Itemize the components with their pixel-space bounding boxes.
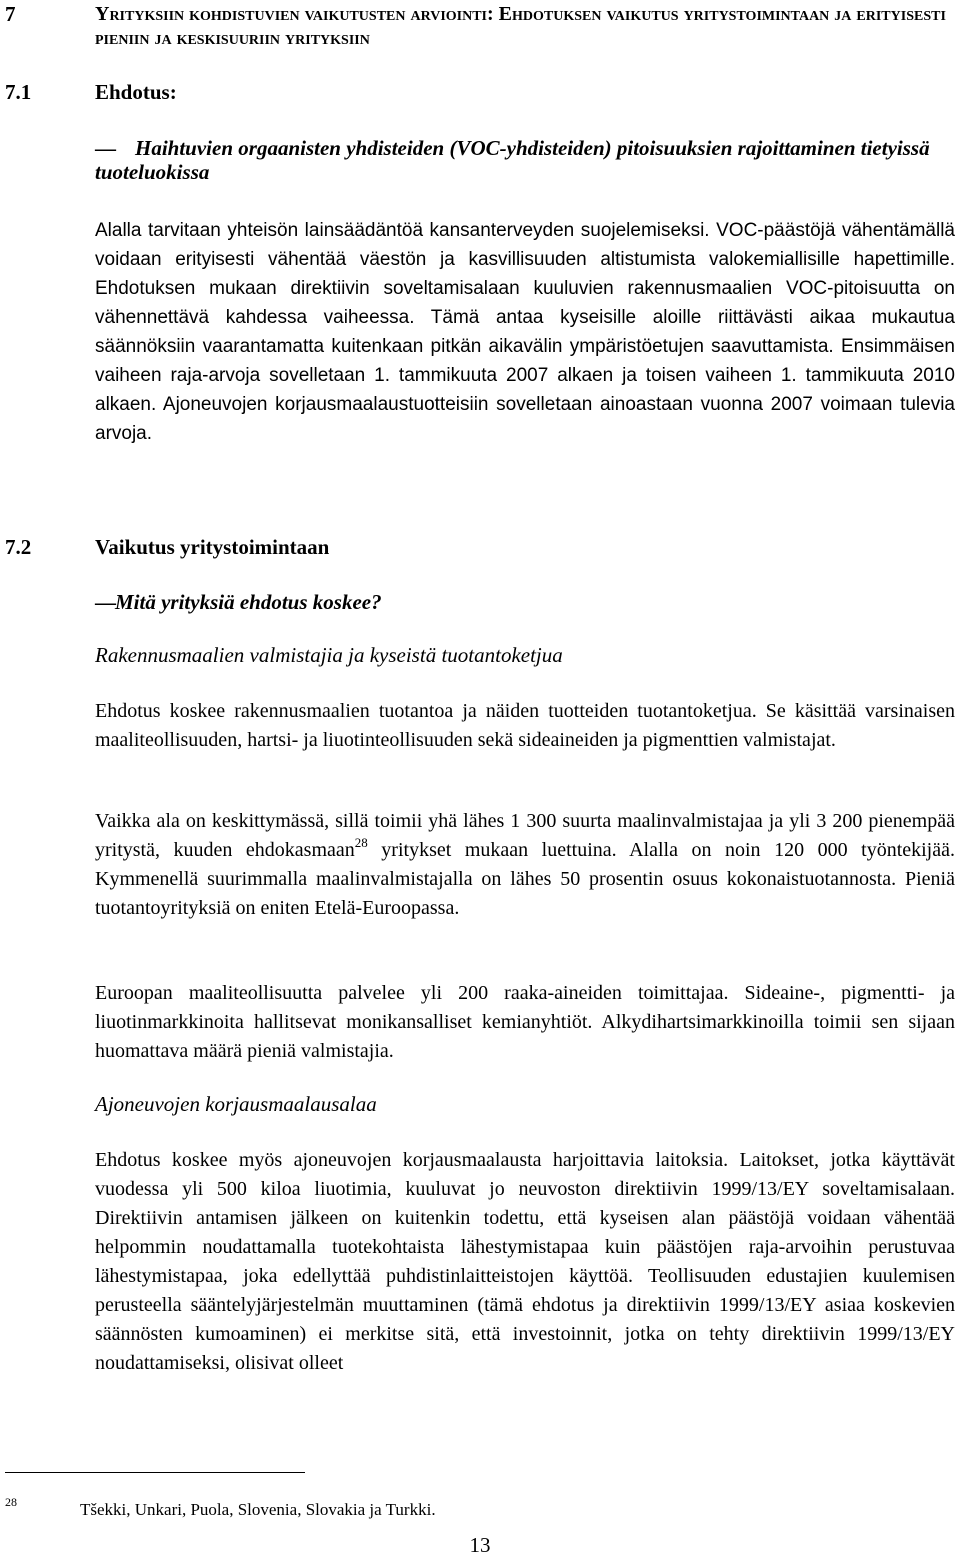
page-number: 13 <box>469 1533 491 1557</box>
footnote-text: Tšekki, Unkari, Puola, Slovenia, Slovakia ja Turkki. <box>80 1500 436 1519</box>
section-7-number: 7 <box>5 2 16 26</box>
proposal-heading <box>95 136 955 184</box>
paragraph-industry-structure-part2: yritykset mukaan luettuina. Alalla on noin 120 000 työntekijää. Kymmenellä suurimmalla maalinvalmistajalla on lähes 50 prosentin osuus kokonaistuotannosta. Pieniä tuotantoyrityksiä on eniten Etelä-Euroopassa. <box>95 839 955 919</box>
section-7-title: Yrityksiin kohdistuvien vaikutusten arviointi: Ehdotuksen vaikutus yritystoimintaan ja erityisesti pieniin ja keskisuuriin yrityksiin <box>95 3 946 49</box>
proposal-heading-text: Haihtuvien orgaanisten yhdisteiden (VOC-yhdisteiden) pitoisuuksien rajoittaminen tietyissä tuoteluokissa <box>95 136 930 184</box>
section-7-1-title: Ehdotus: <box>95 80 177 104</box>
paragraph-suppliers: Euroopan maaliteollisuutta palvelee yli 200 raaka-aineiden toimittajaa. Sideaine-, pigmentti- ja liuotinmarkkinoita hallitsevat monikansalliset kemianyhtiöt. Alkydihartsimarkkinoilla toimii sen sijaan huomattava määrä pieniä valmistajia. <box>95 982 955 1062</box>
subheading-paint-manufacturers: Rakennusmaalien valmistajia ja kyseistä tuotantoketjua <box>95 643 563 667</box>
footnote-reference: 28 <box>354 835 368 850</box>
paragraph-industry-structure <box>95 807 955 923</box>
paragraph-industry-structure-part1: Vaikka ala on keskittymässä, sillä toimii yhä lähes 1 300 suurta maalinvalmistajaa ja yli 3 200 pienempää yritystä, kuuden ehdokasmaan <box>95 810 955 861</box>
section-7-2-title: Vaikutus yritystoimintaan <box>95 535 330 559</box>
section-7-1-number: 7.1 <box>5 80 32 104</box>
footnote-number: 28 <box>5 1495 17 1509</box>
proposal-paragraph: Alalla tarvitaan yhteisön lainsäädäntöä kansanterveyden suojelemiseksi. VOC-päästöjä vähentämällä voidaan erityisesti vähentää väestön ja kasvillisuuden altistumista valokemiallisille hapettimille. Ehdotuksen mukaan direktiivin soveltamisalaan kuuluvien rakennusmaalien VOC-pitoisuutta on vähennettävä kahdessa vaiheessa. Tämä antaa kyseisille aloille riittävästi aikaa mukautua säännöksiin vaarantamatta kuitenkaan pitkän aikavälin ympäristöetujen saavuttamista. Ensimmäisen vaiheen raja-arvoja sovelletaan 1. tammikuuta 2007 alkaen ja toisen vaiheen 1. tammikuuta 2010 alkaen. Ajoneuvojen korjausmaalaustuotteisiin sovelletaan ainoastaan vuonna 2007 voimaan tulevia arvoja. <box>95 220 955 444</box>
paragraph-paint-production: Ehdotus koskee rakennusmaalien tuotantoa ja näiden tuotteiden tuotantoketjua. Se käsittää varsinaisen maaliteollisuuden, hartsi- ja liuotinteollisuuden sekä sideaineiden ja pigmenttien valmistajat. <box>95 700 955 751</box>
dash-marker: — <box>95 590 116 614</box>
dash-marker: — <box>95 136 116 160</box>
question-heading-text: Mitä yrityksiä ehdotus koskee? <box>115 590 382 614</box>
question-heading <box>95 590 955 614</box>
paragraph-vehicle-refinishing: Ehdotus koskee myös ajoneuvojen korjausmaalausta harjoittavia laitoksia. Laitokset, jotka käyttävät vuodessa yli 500 kiloa liuotimia, kuuluvat jo neuvoston direktiivin 1999/13/EY soveltamisalaan. Direktiivin antamisen jälkeen on kuitenkin todettu, että kyseisen alan päästöjä voidaan vähentää helpommin noudattamalla tuotekohtaista lähestymistapaa kuin päästöjen raja-arvoihin perustuvaa lähestymistapaa, joka edellyttää puhdistinlaitteistojen käyttöä. Teollisuuden edustajien kuulemisen perusteella sääntelyjärjestelmän muuttaminen (tämä ehdotus ja direktiivin 1999/13/EY asiaa koskevien säännösten kumoaminen) ei merkitse sitä, että investoinnit, jotka on tehty direktiivin 1999/13/EY noudattamiseksi, olisivat olleet <box>95 1149 955 1374</box>
section-7-2-number: 7.2 <box>5 535 32 559</box>
footnote-separator <box>5 1472 305 1473</box>
subheading-vehicle-refinishing: Ajoneuvojen korjausmaalausalaa <box>95 1092 377 1116</box>
